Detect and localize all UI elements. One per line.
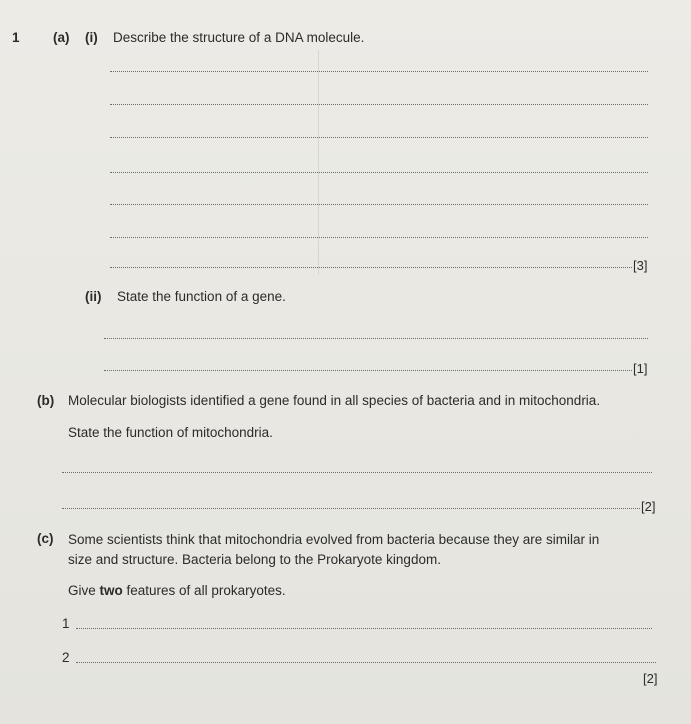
- part-b-context: Molecular biologists identified a gene found in all species of bacteria and in mitochondria.: [68, 393, 601, 408]
- answer-number: 1: [62, 616, 70, 631]
- question-number: 1: [12, 30, 20, 45]
- part-b-question: State the function of mitochondria.: [68, 425, 273, 440]
- instruction-post: features of all prokaryotes.: [122, 583, 286, 598]
- marks-label: [2]: [641, 499, 656, 514]
- instruction-pre: Give: [68, 583, 100, 598]
- answer-line[interactable]: [110, 137, 648, 138]
- answer-line[interactable]: [110, 267, 632, 268]
- answer-line[interactable]: [110, 237, 648, 238]
- part-c-context-line-2: size and structure. Bacteria belong to the Prokaryote kingdom.: [68, 552, 441, 567]
- answer-line[interactable]: [62, 508, 640, 509]
- marks-label: [3]: [633, 258, 648, 273]
- subpart-ii-question: State the function of a gene.: [117, 289, 286, 304]
- answer-line[interactable]: [110, 71, 648, 72]
- answer-line[interactable]: [104, 370, 632, 371]
- subpart-ii-label: (ii): [85, 289, 102, 304]
- answer-line[interactable]: [76, 628, 652, 629]
- answer-line[interactable]: [110, 204, 648, 205]
- part-b-label: (b): [37, 393, 55, 408]
- instruction-bold: two: [99, 583, 123, 598]
- answer-number: 2: [62, 650, 70, 665]
- page-fold: [318, 50, 319, 275]
- answer-line[interactable]: [104, 338, 648, 339]
- part-c-label: (c): [37, 531, 54, 546]
- part-c-context: [68, 530, 599, 570]
- answer-line[interactable]: [76, 662, 656, 663]
- answer-line[interactable]: [110, 104, 648, 105]
- marks-label: [2]: [643, 671, 658, 686]
- part-c-question: [68, 583, 286, 598]
- part-c-context-line-1: Some scientists think that mitochondria evolved from bacteria because they are similar in: [68, 532, 600, 547]
- marks-label: [1]: [633, 361, 648, 376]
- subpart-i-question: Describe the structure of a DNA molecule.: [113, 30, 365, 45]
- part-a-label: (a): [53, 30, 70, 45]
- answer-line[interactable]: [110, 172, 648, 173]
- subpart-i-label: (i): [85, 30, 98, 45]
- answer-line[interactable]: [62, 472, 652, 473]
